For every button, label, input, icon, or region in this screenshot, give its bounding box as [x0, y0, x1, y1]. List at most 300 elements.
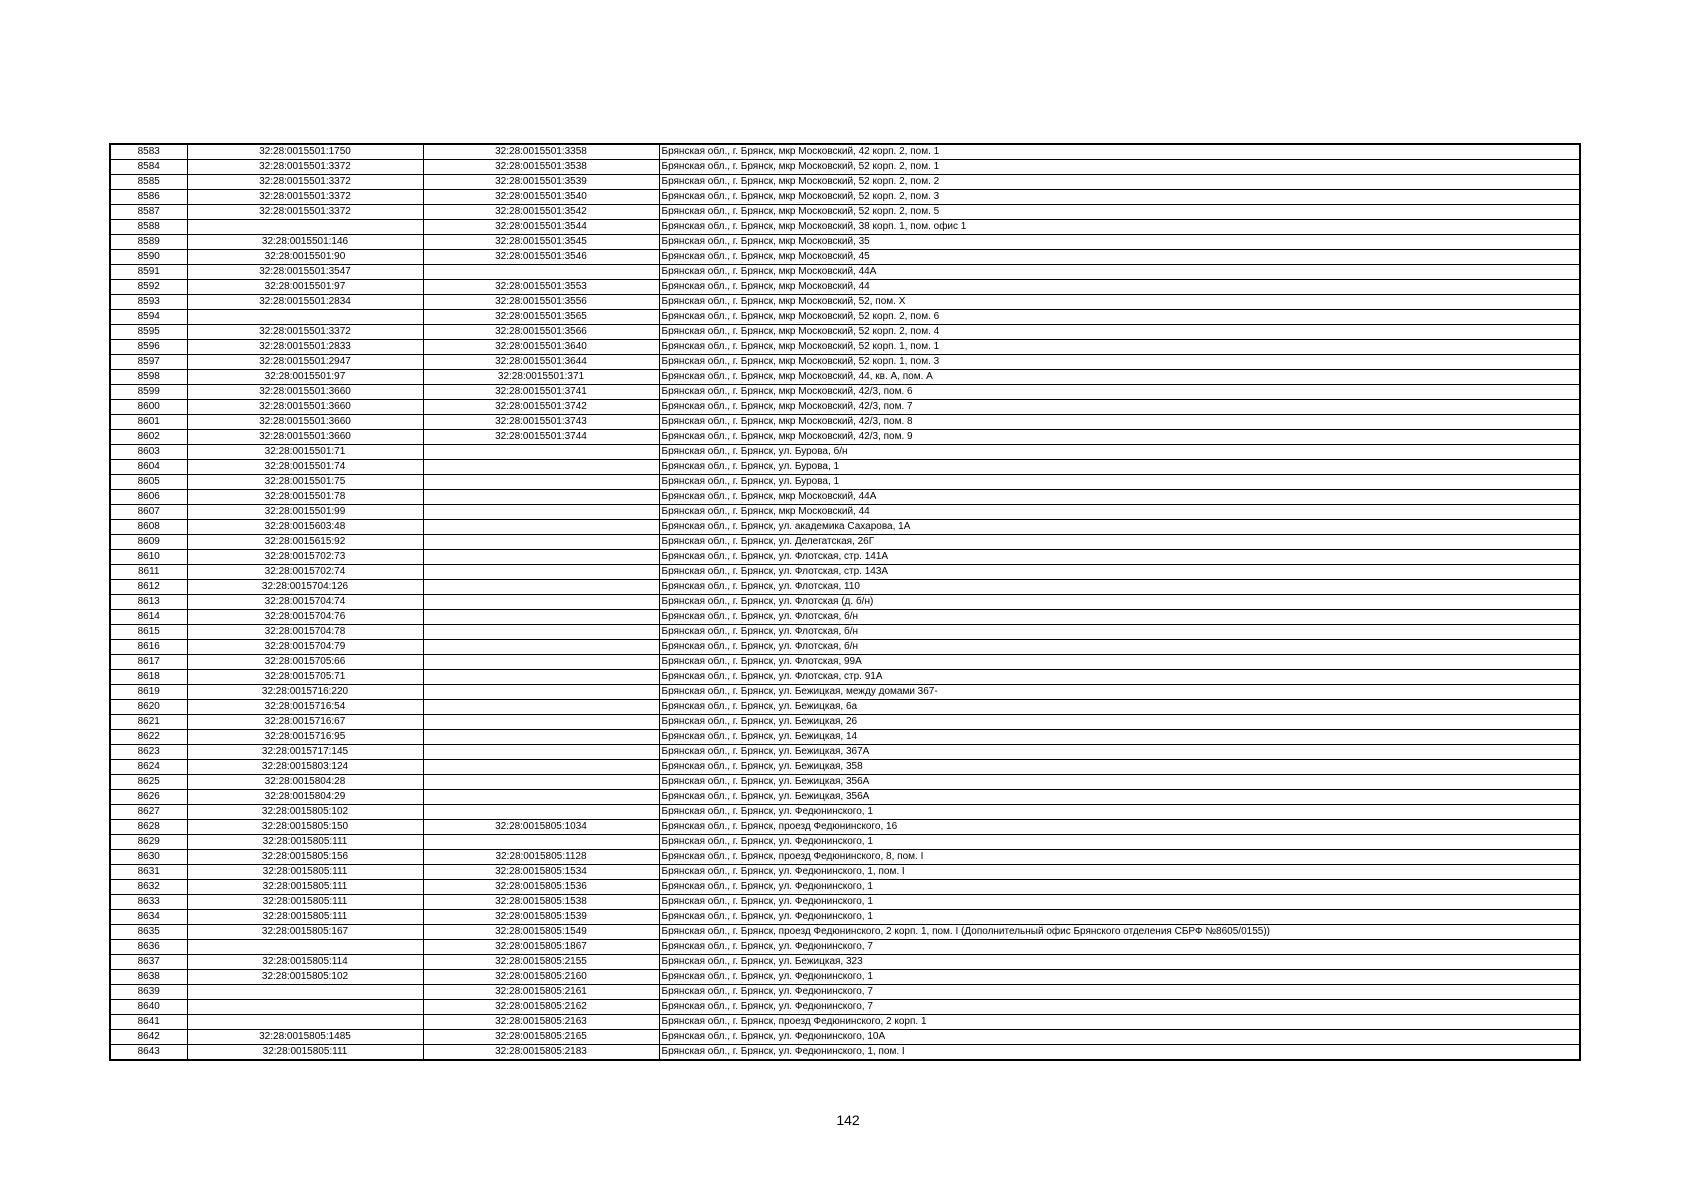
object-cadastral-number-cell: [423, 700, 659, 715]
row-number-cell: 8595: [110, 325, 187, 340]
land-cadastral-number-cell: 32:28:0015603:48: [187, 520, 423, 535]
address-cell: Брянская обл., г. Брянск, мкр Московский, 44: [659, 505, 1580, 520]
object-cadastral-number-cell: [423, 685, 659, 700]
object-cadastral-number-cell: [423, 265, 659, 280]
table-row: [110, 370, 1580, 385]
table-row: [110, 190, 1580, 205]
land-cadastral-number-cell: 32:28:0015501:78: [187, 490, 423, 505]
row-number-cell: 8610: [110, 550, 187, 565]
land-cadastral-number-cell: [187, 310, 423, 325]
land-cadastral-number-cell: 32:28:0015702:74: [187, 565, 423, 580]
table-row: [110, 460, 1580, 475]
row-number-cell: 8632: [110, 880, 187, 895]
table-row: [110, 730, 1580, 745]
table-row: [110, 640, 1580, 655]
address-cell: Брянская обл., г. Брянск, мкр Московский, 52 корп. 2, пом. 3: [659, 190, 1580, 205]
row-number-cell: 8590: [110, 250, 187, 265]
table-row: [110, 535, 1580, 550]
row-number-cell: 8611: [110, 565, 187, 580]
object-cadastral-number-cell: [423, 535, 659, 550]
address-cell: Брянская обл., г. Брянск, мкр Московский, 44А: [659, 490, 1580, 505]
table-row: [110, 880, 1580, 895]
table-row: [110, 490, 1580, 505]
object-cadastral-number-cell: [423, 715, 659, 730]
row-number-cell: 8585: [110, 175, 187, 190]
row-number-cell: 8612: [110, 580, 187, 595]
object-cadastral-number-cell: 32:28:0015805:1549: [423, 925, 659, 940]
row-number-cell: 8583: [110, 144, 187, 160]
land-cadastral-number-cell: 32:28:0015501:3660: [187, 385, 423, 400]
table-row: [110, 820, 1580, 835]
address-cell: Брянская обл., г. Брянск, ул. Делегатская, 26Г: [659, 535, 1580, 550]
object-cadastral-number-cell: 32:28:0015501:3741: [423, 385, 659, 400]
table-row: [110, 850, 1580, 865]
table-row: [110, 205, 1580, 220]
table-row: [110, 1045, 1580, 1061]
table-row: [110, 1015, 1580, 1030]
object-cadastral-number-cell: [423, 835, 659, 850]
table-row: [110, 415, 1580, 430]
land-cadastral-number-cell: 32:28:0015501:3372: [187, 175, 423, 190]
table-row: [110, 835, 1580, 850]
land-cadastral-number-cell: 32:28:0015704:126: [187, 580, 423, 595]
land-cadastral-number-cell: 32:28:0015501:3372: [187, 205, 423, 220]
table-row: [110, 625, 1580, 640]
row-number-cell: 8588: [110, 220, 187, 235]
address-cell: Брянская обл., г. Брянск, мкр Московский, 42 корп. 2, пом. 1: [659, 144, 1580, 160]
object-cadastral-number-cell: [423, 610, 659, 625]
address-cell: Брянская обл., г. Брянск, ул. Флотская, 110: [659, 580, 1580, 595]
row-number-cell: 8615: [110, 625, 187, 640]
row-number-cell: 8603: [110, 445, 187, 460]
address-cell: Брянская обл., г. Брянск, ул. Бурова, 1: [659, 475, 1580, 490]
table-row: [110, 400, 1580, 415]
address-cell: Брянская обл., г. Брянск, мкр Московский, 52 корп. 2, пом. 2: [659, 175, 1580, 190]
object-cadastral-number-cell: 32:28:0015805:2162: [423, 1000, 659, 1015]
land-cadastral-number-cell: 32:28:0015716:67: [187, 715, 423, 730]
row-number-cell: 8602: [110, 430, 187, 445]
address-cell: Брянская обл., г. Брянск, мкр Московский, 35: [659, 235, 1580, 250]
object-cadastral-number-cell: 32:28:0015805:1534: [423, 865, 659, 880]
address-cell: Брянская обл., г. Брянск, ул. Бежицкая, 356А: [659, 790, 1580, 805]
row-number-cell: 8628: [110, 820, 187, 835]
land-cadastral-number-cell: 32:28:0015501:97: [187, 280, 423, 295]
land-cadastral-number-cell: 32:28:0015805:111: [187, 910, 423, 925]
row-number-cell: 8587: [110, 205, 187, 220]
row-number-cell: 8636: [110, 940, 187, 955]
address-cell: Брянская обл., г. Брянск, ул. Бежицкая, 323: [659, 955, 1580, 970]
row-number-cell: 8601: [110, 415, 187, 430]
address-cell: Брянская обл., г. Брянск, ул. Федюнинского, 10А: [659, 1030, 1580, 1045]
address-cell: Брянская обл., г. Брянск, мкр Московский, 42/3, пом. 8: [659, 415, 1580, 430]
row-number-cell: 8635: [110, 925, 187, 940]
object-cadastral-number-cell: [423, 805, 659, 820]
land-cadastral-number-cell: 32:28:0015805:111: [187, 895, 423, 910]
land-cadastral-number-cell: 32:28:0015501:90: [187, 250, 423, 265]
address-cell: Брянская обл., г. Брянск, мкр Московский, 52 корп. 2, пом. 4: [659, 325, 1580, 340]
object-cadastral-number-cell: 32:28:0015501:3556: [423, 295, 659, 310]
table-row: [110, 295, 1580, 310]
row-number-cell: 8627: [110, 805, 187, 820]
address-cell: Брянская обл., г. Брянск, ул. Флотская, б/н: [659, 640, 1580, 655]
object-cadastral-number-cell: [423, 595, 659, 610]
land-cadastral-number-cell: 32:28:0015501:146: [187, 235, 423, 250]
table-row: [110, 565, 1580, 580]
land-cadastral-number-cell: 32:28:0015805:102: [187, 805, 423, 820]
address-cell: Брянская обл., г. Брянск, ул. Федюнинского, 7: [659, 985, 1580, 1000]
land-cadastral-number-cell: 32:28:0015717:145: [187, 745, 423, 760]
object-cadastral-number-cell: [423, 625, 659, 640]
table-row: [110, 505, 1580, 520]
land-cadastral-number-cell: 32:28:0015501:3547: [187, 265, 423, 280]
address-cell: Брянская обл., г. Брянск, ул. Федюнинского, 7: [659, 1000, 1580, 1015]
row-number-cell: 8591: [110, 265, 187, 280]
object-cadastral-number-cell: 32:28:0015501:371: [423, 370, 659, 385]
row-number-cell: 8600: [110, 400, 187, 415]
land-cadastral-number-cell: 32:28:0015716:95: [187, 730, 423, 745]
address-cell: Брянская обл., г. Брянск, ул. Федюнинского, 1, пом. I: [659, 865, 1580, 880]
table-row: [110, 175, 1580, 190]
object-cadastral-number-cell: 32:28:0015501:3544: [423, 220, 659, 235]
row-number-cell: 8607: [110, 505, 187, 520]
row-number-cell: 8639: [110, 985, 187, 1000]
address-cell: Брянская обл., г. Брянск, мкр Московский, 52 корп. 1, пом. 1: [659, 340, 1580, 355]
land-cadastral-number-cell: 32:28:0015704:76: [187, 610, 423, 625]
land-cadastral-number-cell: 32:28:0015805:167: [187, 925, 423, 940]
land-cadastral-number-cell: [187, 220, 423, 235]
row-number-cell: 8614: [110, 610, 187, 625]
table-row: [110, 250, 1580, 265]
object-cadastral-number-cell: 32:28:0015805:1536: [423, 880, 659, 895]
land-cadastral-number-cell: 32:28:0015805:156: [187, 850, 423, 865]
table-row: [110, 1030, 1580, 1045]
address-cell: Брянская обл., г. Брянск, мкр Московский, 42/3, пом. 6: [659, 385, 1580, 400]
land-cadastral-number-cell: 32:28:0015805:150: [187, 820, 423, 835]
land-cadastral-number-cell: 32:28:0015804:29: [187, 790, 423, 805]
object-cadastral-number-cell: [423, 490, 659, 505]
table-row: [110, 790, 1580, 805]
land-cadastral-number-cell: 32:28:0015705:71: [187, 670, 423, 685]
table-row: [110, 670, 1580, 685]
table-row: [110, 265, 1580, 280]
row-number-cell: 8592: [110, 280, 187, 295]
row-number-cell: 8605: [110, 475, 187, 490]
row-number-cell: 8594: [110, 310, 187, 325]
address-cell: Брянская обл., г. Брянск, ул. Бежицкая, 356А: [659, 775, 1580, 790]
address-cell: Брянская обл., г. Брянск, ул. Федюнинского, 1: [659, 895, 1580, 910]
land-cadastral-number-cell: 32:28:0015501:3372: [187, 190, 423, 205]
address-cell: Брянская обл., г. Брянск, проезд Федюнинского, 8, пом. I: [659, 850, 1580, 865]
table-row: [110, 655, 1580, 670]
address-cell: Брянская обл., г. Брянск, ул. Флотская (д. б/н): [659, 595, 1580, 610]
object-cadastral-number-cell: [423, 565, 659, 580]
table-row: [110, 865, 1580, 880]
land-cadastral-number-cell: 32:28:0015805:114: [187, 955, 423, 970]
table-row: [110, 340, 1580, 355]
object-cadastral-number-cell: 32:28:0015805:2183: [423, 1045, 659, 1061]
table-row: [110, 745, 1580, 760]
object-cadastral-number-cell: 32:28:0015501:3744: [423, 430, 659, 445]
row-number-cell: 8642: [110, 1030, 187, 1045]
registry-table-body: [110, 144, 1580, 1060]
table-row: [110, 1000, 1580, 1015]
object-cadastral-number-cell: [423, 745, 659, 760]
object-cadastral-number-cell: 32:28:0015805:2163: [423, 1015, 659, 1030]
row-number-cell: 8584: [110, 160, 187, 175]
object-cadastral-number-cell: [423, 580, 659, 595]
object-cadastral-number-cell: 32:28:0015501:3743: [423, 415, 659, 430]
land-cadastral-number-cell: 32:28:0015704:78: [187, 625, 423, 640]
table-row: [110, 550, 1580, 565]
object-cadastral-number-cell: 32:28:0015805:1538: [423, 895, 659, 910]
object-cadastral-number-cell: 32:28:0015501:3566: [423, 325, 659, 340]
address-cell: Брянская обл., г. Брянск, мкр Московский, 52 корп. 2, пом. 6: [659, 310, 1580, 325]
object-cadastral-number-cell: 32:28:0015501:3539: [423, 175, 659, 190]
address-cell: Брянская обл., г. Брянск, мкр Московский, 44: [659, 280, 1580, 295]
address-cell: Брянская обл., г. Брянск, мкр Московский, 44, кв. А, пом. А: [659, 370, 1580, 385]
address-cell: Брянская обл., г. Брянск, проезд Федюнинского, 2 корп. 1: [659, 1015, 1580, 1030]
address-cell: Брянская обл., г. Брянск, мкр Московский, 44А: [659, 265, 1580, 280]
land-cadastral-number-cell: 32:28:0015501:3660: [187, 415, 423, 430]
address-cell: Брянская обл., г. Брянск, проезд Федюнинского, 2 корп. 1, пом. I (Дополнительный офис Брянского отделения СБРФ №8605/0155)): [659, 925, 1580, 940]
address-cell: Брянская обл., г. Брянск, ул. Бежицкая, 6а: [659, 700, 1580, 715]
table-row: [110, 970, 1580, 985]
address-cell: Брянская обл., г. Брянск, ул. Федюнинского, 1: [659, 970, 1580, 985]
row-number-cell: 8623: [110, 745, 187, 760]
table-row: [110, 775, 1580, 790]
table-row: [110, 955, 1580, 970]
table-row: [110, 280, 1580, 295]
object-cadastral-number-cell: 32:28:0015501:3640: [423, 340, 659, 355]
land-cadastral-number-cell: 32:28:0015501:71: [187, 445, 423, 460]
table-row: [110, 220, 1580, 235]
address-cell: Брянская обл., г. Брянск, ул. Федюнинского, 1: [659, 880, 1580, 895]
row-number-cell: 8589: [110, 235, 187, 250]
land-cadastral-number-cell: 32:28:0015501:97: [187, 370, 423, 385]
table-row: [110, 520, 1580, 535]
land-cadastral-number-cell: [187, 1015, 423, 1030]
object-cadastral-number-cell: [423, 460, 659, 475]
address-cell: Брянская обл., г. Брянск, ул. Федюнинского, 1, пом. I: [659, 1045, 1580, 1061]
table-row: [110, 595, 1580, 610]
table-row: [110, 940, 1580, 955]
address-cell: Брянская обл., г. Брянск, ул. Флотская, б/н: [659, 625, 1580, 640]
table-row: [110, 160, 1580, 175]
table-row: [110, 715, 1580, 730]
address-cell: Брянская обл., г. Брянск, ул. Флотская, стр. 141А: [659, 550, 1580, 565]
row-number-cell: 8619: [110, 685, 187, 700]
row-number-cell: 8634: [110, 910, 187, 925]
address-cell: Брянская обл., г. Брянск, проезд Федюнинского, 16: [659, 820, 1580, 835]
land-cadastral-number-cell: 32:28:0015805:111: [187, 865, 423, 880]
table-row: [110, 760, 1580, 775]
object-cadastral-number-cell: [423, 670, 659, 685]
land-cadastral-number-cell: 32:28:0015805:1485: [187, 1030, 423, 1045]
row-number-cell: 8641: [110, 1015, 187, 1030]
row-number-cell: 8624: [110, 760, 187, 775]
land-cadastral-number-cell: 32:28:0015501:3372: [187, 160, 423, 175]
row-number-cell: 8633: [110, 895, 187, 910]
row-number-cell: 8613: [110, 595, 187, 610]
land-cadastral-number-cell: 32:28:0015704:74: [187, 595, 423, 610]
address-cell: Брянская обл., г. Брянск, ул. Флотская, б/н: [659, 610, 1580, 625]
object-cadastral-number-cell: 32:28:0015805:1539: [423, 910, 659, 925]
address-cell: Брянская обл., г. Брянск, ул. Федюнинского, 1: [659, 910, 1580, 925]
land-cadastral-number-cell: 32:28:0015805:102: [187, 970, 423, 985]
table-row: [110, 610, 1580, 625]
address-cell: Брянская обл., г. Брянск, ул. Бежицкая, 14: [659, 730, 1580, 745]
table-row: [110, 805, 1580, 820]
object-cadastral-number-cell: 32:28:0015501:3538: [423, 160, 659, 175]
address-cell: Брянская обл., г. Брянск, ул. Бурова, 1: [659, 460, 1580, 475]
row-number-cell: 8617: [110, 655, 187, 670]
land-cadastral-number-cell: 32:28:0015704:79: [187, 640, 423, 655]
address-cell: Брянская обл., г. Брянск, ул. Флотская, 99А: [659, 655, 1580, 670]
land-cadastral-number-cell: 32:28:0015501:2833: [187, 340, 423, 355]
table-row: [110, 580, 1580, 595]
object-cadastral-number-cell: [423, 760, 659, 775]
object-cadastral-number-cell: 32:28:0015805:1034: [423, 820, 659, 835]
row-number-cell: 8638: [110, 970, 187, 985]
table-row: [110, 310, 1580, 325]
table-row: [110, 385, 1580, 400]
row-number-cell: 8616: [110, 640, 187, 655]
address-cell: Брянская обл., г. Брянск, мкр Московский, 45: [659, 250, 1580, 265]
land-cadastral-number-cell: [187, 940, 423, 955]
registry-table: [109, 143, 1581, 1061]
table-row: [110, 325, 1580, 340]
row-number-cell: 8629: [110, 835, 187, 850]
object-cadastral-number-cell: [423, 520, 659, 535]
address-cell: Брянская обл., г. Брянск, ул. Бежицкая, 26: [659, 715, 1580, 730]
row-number-cell: 8643: [110, 1045, 187, 1061]
object-cadastral-number-cell: [423, 790, 659, 805]
table-row: [110, 985, 1580, 1000]
land-cadastral-number-cell: 32:28:0015716:220: [187, 685, 423, 700]
address-cell: Брянская обл., г. Брянск, ул. Флотская, стр. 143А: [659, 565, 1580, 580]
object-cadastral-number-cell: 32:28:0015805:2155: [423, 955, 659, 970]
address-cell: Брянская обл., г. Брянск, мкр Московский, 38 корп. 1, пом. офис 1: [659, 220, 1580, 235]
row-number-cell: 8618: [110, 670, 187, 685]
land-cadastral-number-cell: 32:28:0015716:54: [187, 700, 423, 715]
land-cadastral-number-cell: [187, 985, 423, 1000]
object-cadastral-number-cell: [423, 730, 659, 745]
address-cell: Брянская обл., г. Брянск, мкр Московский, 42/3, пом. 7: [659, 400, 1580, 415]
object-cadastral-number-cell: 32:28:0015501:3546: [423, 250, 659, 265]
row-number-cell: 8631: [110, 865, 187, 880]
table-row: [110, 475, 1580, 490]
object-cadastral-number-cell: 32:28:0015501:3358: [423, 144, 659, 160]
land-cadastral-number-cell: 32:28:0015501:3660: [187, 400, 423, 415]
row-number-cell: 8593: [110, 295, 187, 310]
address-cell: Брянская обл., г. Брянск, мкр Московский, 52, пом. X: [659, 295, 1580, 310]
land-cadastral-number-cell: 32:28:0015702:73: [187, 550, 423, 565]
row-number-cell: 8637: [110, 955, 187, 970]
row-number-cell: 8604: [110, 460, 187, 475]
table-row: [110, 685, 1580, 700]
address-cell: Брянская обл., г. Брянск, ул. Бурова, б/н: [659, 445, 1580, 460]
table-row: [110, 430, 1580, 445]
page-number: 142: [836, 1112, 860, 1128]
row-number-cell: 8598: [110, 370, 187, 385]
address-cell: Брянская обл., г. Брянск, ул. Федюнинского, 1: [659, 805, 1580, 820]
row-number-cell: 8608: [110, 520, 187, 535]
object-cadastral-number-cell: 32:28:0015805:1128: [423, 850, 659, 865]
land-cadastral-number-cell: 32:28:0015804:28: [187, 775, 423, 790]
table-row: [110, 235, 1580, 250]
land-cadastral-number-cell: 32:28:0015803:124: [187, 760, 423, 775]
row-number-cell: 8625: [110, 775, 187, 790]
row-number-cell: 8626: [110, 790, 187, 805]
object-cadastral-number-cell: 32:28:0015501:3542: [423, 205, 659, 220]
object-cadastral-number-cell: 32:28:0015805:2165: [423, 1030, 659, 1045]
address-cell: Брянская обл., г. Брянск, ул. академика Сахарова, 1А: [659, 520, 1580, 535]
table-row: [110, 925, 1580, 940]
row-number-cell: 8620: [110, 700, 187, 715]
address-cell: Брянская обл., г. Брянск, мкр Московский, 52 корп. 1, пом. 3: [659, 355, 1580, 370]
object-cadastral-number-cell: [423, 655, 659, 670]
land-cadastral-number-cell: 32:28:0015805:111: [187, 880, 423, 895]
land-cadastral-number-cell: 32:28:0015705:66: [187, 655, 423, 670]
row-number-cell: 8630: [110, 850, 187, 865]
object-cadastral-number-cell: 32:28:0015805:2160: [423, 970, 659, 985]
land-cadastral-number-cell: 32:28:0015501:2834: [187, 295, 423, 310]
object-cadastral-number-cell: [423, 550, 659, 565]
address-cell: Брянская обл., г. Брянск, мкр Московский, 52 корп. 2, пом. 1: [659, 160, 1580, 175]
land-cadastral-number-cell: 32:28:0015501:3660: [187, 430, 423, 445]
object-cadastral-number-cell: [423, 505, 659, 520]
land-cadastral-number-cell: 32:28:0015501:75: [187, 475, 423, 490]
land-cadastral-number-cell: [187, 1000, 423, 1015]
row-number-cell: 8606: [110, 490, 187, 505]
land-cadastral-number-cell: 32:28:0015501:3372: [187, 325, 423, 340]
table-row: [110, 910, 1580, 925]
land-cadastral-number-cell: 32:28:0015805:111: [187, 835, 423, 850]
row-number-cell: 8586: [110, 190, 187, 205]
row-number-cell: 8622: [110, 730, 187, 745]
object-cadastral-number-cell: [423, 475, 659, 490]
row-number-cell: 8621: [110, 715, 187, 730]
land-cadastral-number-cell: 32:28:0015501:2947: [187, 355, 423, 370]
row-number-cell: 8597: [110, 355, 187, 370]
land-cadastral-number-cell: 32:28:0015501:74: [187, 460, 423, 475]
table-row: [110, 445, 1580, 460]
object-cadastral-number-cell: 32:28:0015501:3553: [423, 280, 659, 295]
table-row: [110, 144, 1580, 160]
address-cell: Брянская обл., г. Брянск, ул. Бежицкая, между домами 367-: [659, 685, 1580, 700]
row-number-cell: 8599: [110, 385, 187, 400]
address-cell: Брянская обл., г. Брянск, мкр Московский, 42/3, пом. 9: [659, 430, 1580, 445]
land-cadastral-number-cell: 32:28:0015615:92: [187, 535, 423, 550]
object-cadastral-number-cell: 32:28:0015501:3540: [423, 190, 659, 205]
object-cadastral-number-cell: [423, 775, 659, 790]
address-cell: Брянская обл., г. Брянск, мкр Московский, 52 корп. 2, пом. 5: [659, 205, 1580, 220]
row-number-cell: 8609: [110, 535, 187, 550]
address-cell: Брянская обл., г. Брянск, ул. Бежицкая, 367А: [659, 745, 1580, 760]
address-cell: Брянская обл., г. Брянск, ул. Федюнинского, 1: [659, 835, 1580, 850]
object-cadastral-number-cell: 32:28:0015501:3742: [423, 400, 659, 415]
table-row: [110, 700, 1580, 715]
table-row: [110, 355, 1580, 370]
row-number-cell: 8640: [110, 1000, 187, 1015]
address-cell: Брянская обл., г. Брянск, ул. Флотская, стр. 91А: [659, 670, 1580, 685]
table-row: [110, 895, 1580, 910]
object-cadastral-number-cell: [423, 640, 659, 655]
address-cell: Брянская обл., г. Брянск, ул. Бежицкая, 358: [659, 760, 1580, 775]
object-cadastral-number-cell: 32:28:0015805:2161: [423, 985, 659, 1000]
row-number-cell: 8596: [110, 340, 187, 355]
land-cadastral-number-cell: 32:28:0015501:1750: [187, 144, 423, 160]
